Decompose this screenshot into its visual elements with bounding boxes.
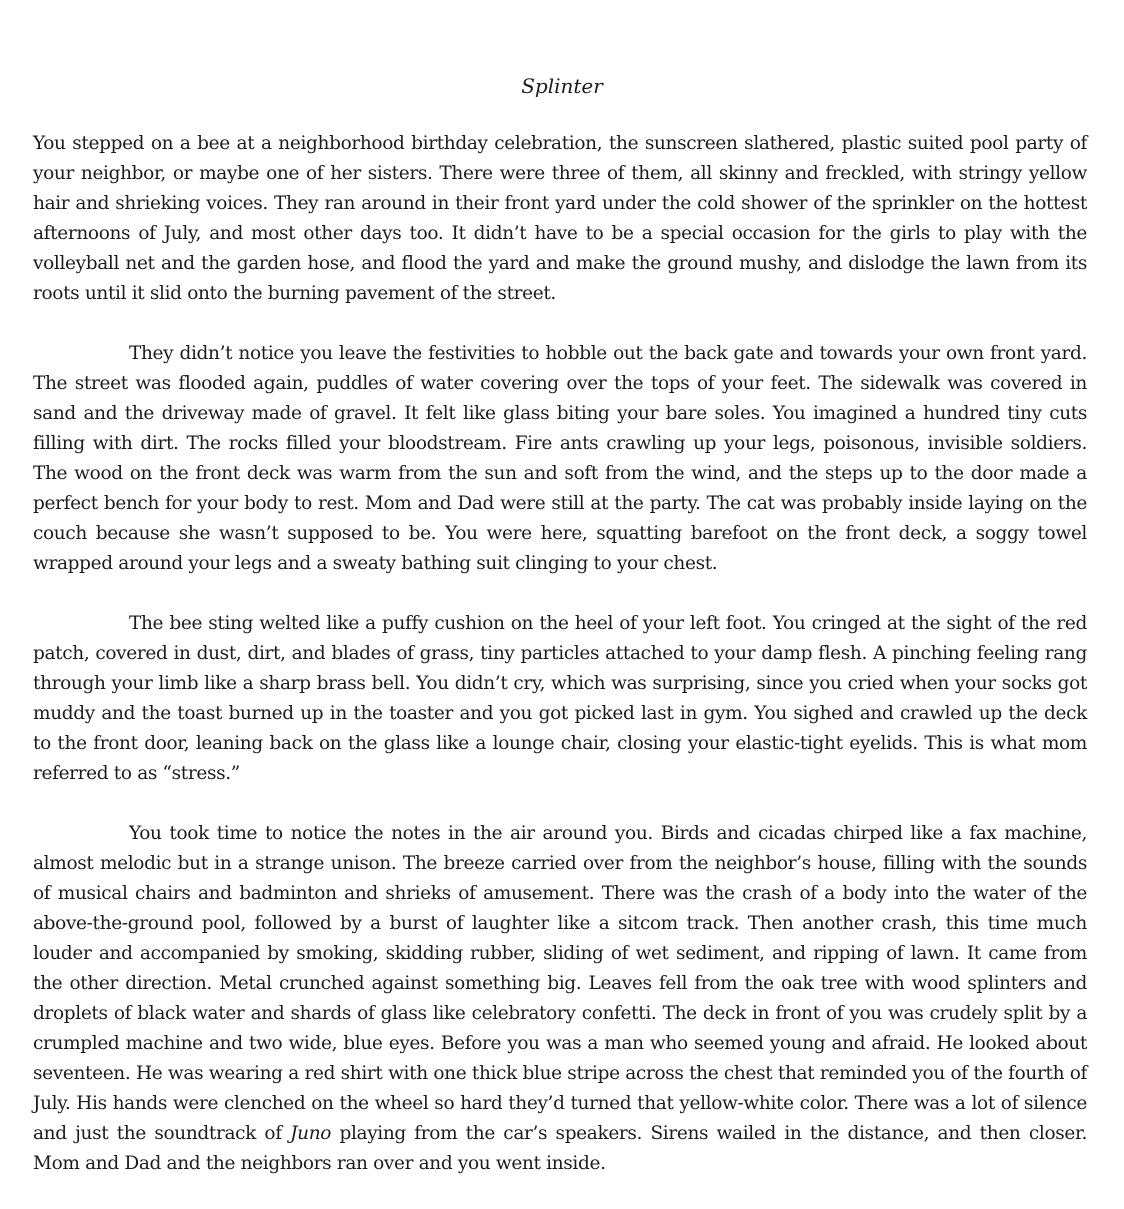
paragraph-4-text-after: playing from the car’s speakers. Sirens wailed in the distance, and then closer. Mom and Dad and the neighbors ran over and you went inside. xyxy=(33,1123,1087,1174)
film-title-italic: Juno xyxy=(290,1123,332,1144)
paragraph-4 xyxy=(33,819,1087,1179)
document-title: Splinter xyxy=(521,74,603,98)
paragraph-3: The bee sting welted like a puffy cushion on the heel of your left foot. You cringed at the sight of the red patch, covered in dust, dirt, and blades of grass, tiny particles attached to your damp flesh. A pinching feeling rang through your limb like a sharp brass bell. You didn’t cry, which was surprising, since you cried when your socks got muddy and the toast burned up in the toaster and you got picked last in gym. You sighed and crawled up the deck to the front door, leaning back on the glass like a lounge chair, closing your elastic-tight eyelids. This is what mom referred to as “stress.” xyxy=(33,613,1087,784)
paragraph-1: You stepped on a bee at a neighborhood birthday celebration, the sunscreen slathered, plastic suited pool party of your neighbor, or maybe one of her sisters. There were three of them, all skinny and freckled, with stringy yellow hair and shrieking voices. They ran around in their front yard under the cold shower of the sprinkler on the hottest afternoons of July, and most other days too. It didn’t have to be a special occasion for the girls to play with the volleyball net and the garden hose, and flood the yard and make the ground mushy, and dislodge the lawn from its roots until it slid onto the burning pavement of the street. xyxy=(33,133,1087,304)
paragraph-2: They didn’t notice you leave the festivities to hobble out the back gate and towards your own front yard. The street was flooded again, puddles of water covering over the tops of your feet. The sidewalk was covered in sand and the driveway made of gravel. It felt like glass biting your bare soles. You imagined a hundred tiny cuts filling with dirt. The rocks filled your bloodstream. Fire ants crawling up your legs, poisonous, invisible soldiers. The wood on the front deck was warm from the sun and soft from the wind, and the steps up to the door made a perfect bench for your body to rest. Mom and Dad were still at the party. The cat was probably inside laying on the couch because she wasn’t supposed to be. You were here, squatting barefoot on the front deck, a soggy towel wrapped around your legs and a sweaty bathing suit clinging to your chest. xyxy=(33,343,1087,574)
document-body xyxy=(33,129,1087,1209)
paragraph-4-text-before: You took time to notice the notes in the air around you. Birds and cicadas chirped like a fax machine, almost melodic but in a strange unison. The breeze carried over from the neighbor’s house, filling with the sounds of musical chairs and badminton and shrieks of amusement. There was the crash of a body into the water of the above-the-ground pool, followed by a burst of laughter like a sitcom track. Then another crash, this time much louder and accompanied by smoking, skidding rubber, sliding of wet sediment, and ripping of lawn. It came from the other direction. Metal crunched against something big. Leaves fell from the oak tree with wood splinters and droplets of black water and shards of glass like celebratory confetti. The deck in front of you was crudely split by a crumpled machine and two wide, blue eyes. Before you was a man who seemed young and afraid. He looked about seventeen. He was wearing a red shirt with one thick blue stripe across the chest that reminded you of the fourth of July. His hands were clenched on the wheel so hard they’d turned that yellow-white color. There was a lot of silence and just the soundtrack of xyxy=(33,823,1087,1144)
